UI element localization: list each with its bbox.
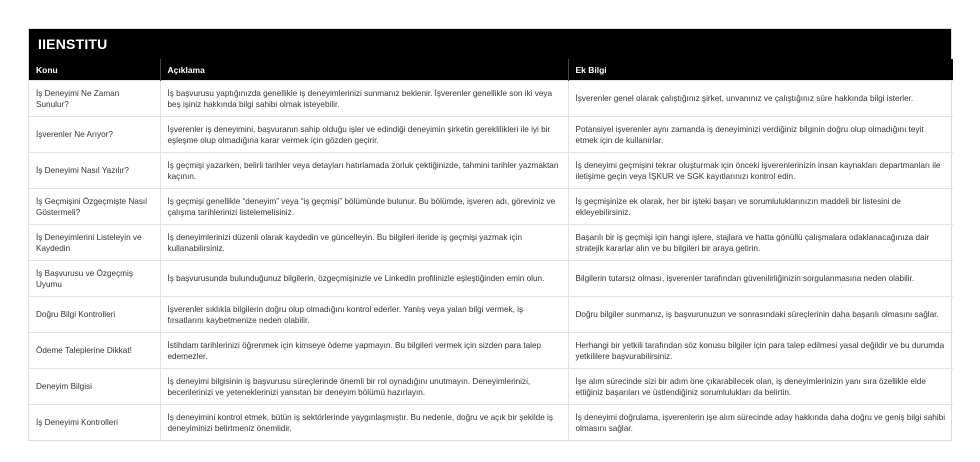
cell-description: İstihdam tarihlerinizi öğrenmek için kimseye ödeme yapmayın. Bu bilgileri vermek için sizden para talep edemezler. xyxy=(160,333,568,369)
cell-extra-info: İş deneyimi geçmişini tekrar oluşturmak için önceki işverenlerinizin insan kaynakları departmanları ile iletişime geçin veya İŞKUR ve SGK kayıtlarınızı kontrol edin. xyxy=(568,153,953,189)
table-row xyxy=(29,225,953,261)
header-description: Açıklama xyxy=(160,59,568,81)
table-row xyxy=(29,81,953,117)
cell-topic: Doğru Bilgi Kontrolleri xyxy=(29,297,160,333)
cell-topic: İş Deneyimi Kontrolleri xyxy=(29,405,160,441)
cell-topic: İş Deneyimi Nasıl Yazılır? xyxy=(29,153,160,189)
table-header-row xyxy=(29,59,953,81)
cell-topic: İş Geçmişini Özgeçmişte Nasıl Göstermeli? xyxy=(29,189,160,225)
cell-extra-info: Bilgilerin tutarsız olması, işverenler tarafından güvenilirliğinizin sorgulanmasına neden olabilir. xyxy=(568,261,953,297)
cell-description: İş başvurusu yaptığınızda genellikle iş deneyimlerinizi sunmanız beklenir. İşverenler genellikle son iki veya beş işiniz hakkında bilgi sahibi olmak isteyebilir. xyxy=(160,81,568,117)
cell-description: İş deneyimi bilgisinin iş başvurusu süreçlerinde önemli bir rol oynadığını unutmayın. Deneyimlerinizi, becerilerinizi ve yeteneklerinizi yansıtan bir deneyim bölümü hazırlayın. xyxy=(160,369,568,405)
cell-description: İşverenler iş deneyimini, başvuranın sahip olduğu işler ve edindiği deneyimin şirketin gereklilikleri ile iyi bir eşleşme olup olmadığına karar vermek için gözden geçirir. xyxy=(160,117,568,153)
cell-extra-info: İşverenler genel olarak çalıştığınız şirket, unvanınız ve çalıştığınız süre hakkında bilgi isterler. xyxy=(568,81,953,117)
content-table-card xyxy=(28,28,952,441)
table-row xyxy=(29,405,953,441)
cell-topic: Deneyim Bilgisi xyxy=(29,369,160,405)
cell-extra-info: İş geçmişinize ek olarak, her bir işteki başarı ve sorumluluklarınızın maddeli bir listesini de ekleyebilirsiniz. xyxy=(568,189,953,225)
cell-extra-info: Herhangi bir yetkili tarafından söz konusu bilgiler için para talep edilmesi yasal değildir ve bu durumda yetkililere başvurabilirsiniz. xyxy=(568,333,953,369)
cell-extra-info: İş deneyimi doğrulama, işverenlerin işe alım sürecinde aday hakkında daha doğru ve geniş bilgi sahibi olmasını sağlar. xyxy=(568,405,953,441)
cell-topic: İş Deneyimlerini Listeleyin ve Kaydedin xyxy=(29,225,160,261)
table-row xyxy=(29,333,953,369)
cell-description: İşverenler sıklıkla bilgilerin doğru olup olmadığını kontrol ederler. Yanlış veya yalan bilgi vermek, iş fırsatlarını kaybetmenize neden olabilir. xyxy=(160,297,568,333)
cell-topic: İşverenler Ne Arıyor? xyxy=(29,117,160,153)
table-row xyxy=(29,369,953,405)
cell-description: İş geçmişi yazarken, belirli tarihler veya detayları hatırlamada zorluk çektiğinizde, tahmini tarihler yazmaktan kaçının. xyxy=(160,153,568,189)
table-row xyxy=(29,117,953,153)
info-table xyxy=(29,59,953,440)
cell-description: İş deneyimlerinizi düzenli olarak kaydedin ve güncelleyin. Bu bilgileri ileride iş geçmişi yazmak için kullanabilirsiniz. xyxy=(160,225,568,261)
table-row xyxy=(29,297,953,333)
cell-description: İş deneyimini kontrol etmek, bütün iş sektörlerinde yaygınlaşmıştır. Bu nedenle, doğru ve açık bir şekilde iş deneyiminizi belirtmeniz önemlidir. xyxy=(160,405,568,441)
cell-description: İş geçmişi genellikle “deneyim” veya “iş geçmişi” bölümünde bulunur. Bu bölümde, işveren adı, göreviniz ve çalışma tarihlerinizi listelemelisiniz. xyxy=(160,189,568,225)
brand-title: IIENSTITU xyxy=(29,29,951,59)
cell-extra-info: İşe alım sürecinde sizi bir adım öne çıkarabilecek olan, iş deneyimlerinizin yanı sıra özellikle elde ettiğiniz başarıları ve üstlendiğiniz sorumlulukları da belirtin. xyxy=(568,369,953,405)
cell-topic: İş Başvurusu ve Özgeçmiş Uyumu xyxy=(29,261,160,297)
cell-topic: Ödeme Taleplerine Dikkat! xyxy=(29,333,160,369)
cell-topic: İş Deneyimi Ne Zaman Sunulur? xyxy=(29,81,160,117)
header-topic: Konu xyxy=(29,59,160,81)
cell-extra-info: Başarılı bir iş geçmişi için hangi işlere, stajlara ve hatta gönüllü çalışmalara odaklanacağınıza dair stratejik kararlar alın ve bu bilgileri bir araya getirin. xyxy=(568,225,953,261)
table-row xyxy=(29,153,953,189)
cell-extra-info: Doğru bilgiler sunmanız, iş başvurunuzun ve sonrasındaki süreçlerinin daha başarılı olmasını sağlar. xyxy=(568,297,953,333)
cell-description: İş başvurusunda bulunduğunuz bilgilerin, özgeçmişinizle ve LinkedIn profilinizle eşleştiğinden emin olun. xyxy=(160,261,568,297)
cell-extra-info: Potansiyel işverenler aynı zamanda iş deneyiminizi verdiğiniz bilginin doğru olup olmadığını teyit etmek için de kullanırlar. xyxy=(568,117,953,153)
header-extra-info: Ek Bilgi xyxy=(568,59,953,81)
table-row xyxy=(29,189,953,225)
table-row xyxy=(29,261,953,297)
